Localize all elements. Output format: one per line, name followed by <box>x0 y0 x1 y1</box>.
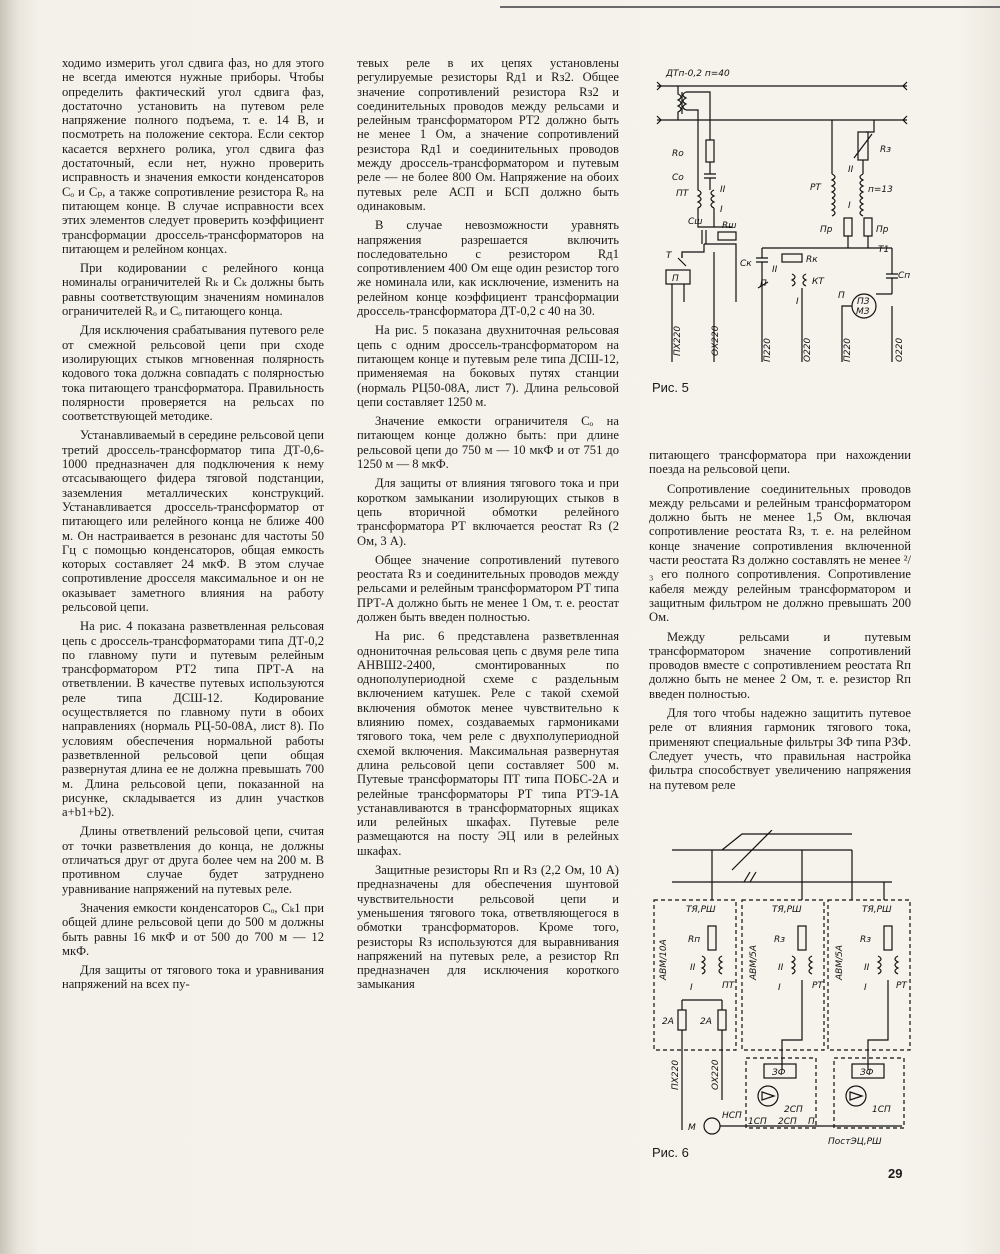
wires <box>832 120 874 132</box>
label-px220: ПХ220 <box>673 325 683 356</box>
label-m: М <box>688 1123 696 1133</box>
label-kt: КТ <box>812 277 824 287</box>
label-i: I <box>848 201 851 211</box>
label-sp: Cп <box>898 271 911 281</box>
label-ox220: ОХ220 <box>711 1059 721 1090</box>
figure-5-caption: Рис. 5 <box>652 380 689 395</box>
label-2a: 2А <box>700 1017 712 1027</box>
capacitor-ck <box>756 248 768 274</box>
label-ii: II <box>772 265 778 275</box>
rheostat-arrow <box>854 134 872 158</box>
label-rp: Rп <box>688 935 701 945</box>
insulating-joints <box>657 82 907 124</box>
pt-transformer <box>702 956 722 974</box>
label-ro: Rо <box>672 149 684 159</box>
figure-6-schematic <box>652 830 914 1160</box>
resistor-rk <box>782 254 802 262</box>
paragraph: Сопротивление соединительных проводов между рельсами и релейным трансформатором должно быть не менее 1,5 Ом, включая сопротивление реостата Rз, т. е. на релейном конце значение сопротивления включенной части реостата Rз должно составлять не менее ²/₃ его полного сопротивления. Сопротивление кабеля между релейным трансформатором и защитным фильтром не должно превышать 200 Ом. <box>649 481 911 625</box>
pt-secondary <box>711 190 714 208</box>
label-p220: П220 <box>843 338 853 362</box>
paragraph: тевых реле в их цепях установлены регулируемые резисторы Rд1 и Rз2. Общее значение сопротивлений резистора Rз2 и соединительных проводов между рельсами и релейным трансформатором РТ2 должно быть не менее 1 Ом, а значение сопротивлений резистора Rд1 и соединительных проводов между дроссель-трансформатором и путевым реле — не более 800 Ом. Напряжение на обоих путевых реле АСП и БСП должно быть одинаковым. <box>357 56 619 213</box>
label-rz: Rз <box>880 145 892 155</box>
label-tyarsh: ТЯ,РШ <box>772 905 802 915</box>
relay-diode <box>850 1092 862 1100</box>
wires <box>848 236 868 248</box>
wires <box>782 980 888 1070</box>
label-ck: Cк <box>740 259 752 269</box>
label-rt: РТ <box>810 183 821 193</box>
label-p: П <box>808 1117 815 1127</box>
label-rt: РТ <box>896 981 907 991</box>
figure-5-schematic <box>652 62 914 374</box>
paragraph: Между рельсами и путевым трансформатором значение сопротивлений проводов вместе с сопротивлением реостата Rп должно быть не менее 2 Ом, т. е. резистор Rп введен полностью. <box>649 629 911 701</box>
label-2sp: 2СП <box>784 1105 803 1115</box>
rt-winding <box>832 174 835 198</box>
capacitor-csh <box>702 230 706 244</box>
wires <box>672 252 736 302</box>
label-zf: ЗФ <box>772 1068 786 1078</box>
paragraph: На рис. 4 показана разветвленная рельсовая цепь с дроссель-трансформаторами типа ДТ-0,2 по главному пути и путевым релейным трансформатором РТ2 типа ПРТ-А на ответвлении. В качестве путевых используются реле типа ДСШ-12. Кодирование осуществляется по главному пути в обоих направлениях (нормаль РЦ-50-08А, лист 8). По условиям обеспечения нормальной работы разветвленной рельсовой цепи общая развернутая длина ее не должна превышать 700 м. Длина рельсовой цепи, показанной на рисунке, складывается из длин участков a+b1+b2). <box>62 619 324 820</box>
paragraph: Длины ответвлений рельсовой цепи, считая от точки разветвления до конца, не должны отличаться друг от друга более чем на 200 м. В противном случае будет затруднено уравнивание напряжений на путевых реле. <box>62 824 324 896</box>
label-rk: Rк <box>806 255 818 265</box>
resistor-rp <box>708 926 716 950</box>
label-o220: О220 <box>895 337 905 362</box>
wires <box>682 1000 722 1010</box>
label-avm5: АВМ/5А <box>835 944 845 980</box>
label-i: I <box>778 983 781 993</box>
label-co: Cо <box>672 173 684 183</box>
text-column-1 <box>62 56 324 997</box>
label-pz: ПЗ <box>857 297 870 307</box>
paragraph: ходимо измерить угол сдвига фаз, но для этого не всегда имеются нужные приборы. Чтобы определить фактический угол сдвига фаз, достаточно установить на путевом реле напряжение полного подъема, т. е. 14 В, и посмотреть на положение сектора. Если сектор касается верхнего ролика, угол сдвига фаз достаточный, если нет, нужно проверить исправность и значения емкости конденсаторов Cₒ и Cₚ, а также сопротивление резистора Rₒ на питающем конце. В случае исправности всех этих элементов следует проверить коэффициент трансформации дроссель-трансформаторов на питающем и релейном концах. <box>62 56 324 256</box>
text-column-3 <box>649 448 911 797</box>
text-column-2 <box>357 56 619 997</box>
label-pr: Пр <box>820 225 833 235</box>
label-avm10: АВМ/10А <box>659 939 669 980</box>
choke-secondary <box>683 92 686 110</box>
page-number: 29 <box>888 1166 903 1181</box>
label-pt: ПТ <box>722 981 735 991</box>
label-i: I <box>720 205 723 215</box>
label-zf: ЗФ <box>860 1068 874 1078</box>
label-t1: Т1 <box>878 245 890 255</box>
label-ii: II <box>864 963 870 973</box>
label-1sp: 1СП <box>872 1105 891 1115</box>
kt-transformer <box>792 274 806 286</box>
label-1sp: 1СП <box>748 1117 767 1127</box>
label-px220: ПХ220 <box>671 1059 681 1090</box>
label-tyarsh: ТЯ,РШ <box>686 905 716 915</box>
label-p: П <box>760 279 767 289</box>
paragraph: Для исключения срабатывания путевого реле от смежной рельсовой цепи при сходе изолирующих стыков мгновенная полярность кодового тока должна совпадать с полярностью тока питающего трансформатора. Правильность полярности проверяется на рельсах по соответствующей методике. <box>62 323 324 424</box>
label-i: I <box>796 297 799 307</box>
pt-winding <box>698 182 701 214</box>
choke-winding <box>678 86 681 120</box>
label-mz: МЗ <box>856 307 870 317</box>
label-rz: Rз <box>774 935 786 945</box>
paragraph: Устанавливаемый в середине рельсовой цепи третий дроссель-трансформатор типа ДТ-0,6-1000 предназначен для подключения к нему отсасывающего фидера тяговой подстанции, заземления металлических конструкций. Устанавливается дроссель-трансформатор от питающего или релейного конца не ближе 400 м. Он настраивается в резонанс для частоты 50 Гц с помощью конденсаторов, общая емкость которых составляет 24 мкФ. В этом случае сопротивление дросселя максимальное и он не оказывает заметного влияния на работу рельсовой цепи. <box>62 428 324 614</box>
paragraph: При кодировании с релейного конца номиналы ограничителей Rₖ и Cₖ должны быть равны соответствующим значениям номиналов ограничителей Rₒ и Cₒ питающего конца. <box>62 261 324 319</box>
label-p220: П220 <box>763 338 773 362</box>
rt-transformer <box>792 956 812 974</box>
paragraph: Значение емкости ограничителя Cₒ на питающем конце должно быть: при длине рельсовой цепи до 750 м — 10 мкФ и от 751 до 1250 м — 8 мкФ. <box>357 414 619 472</box>
label-nsp: НСП <box>722 1111 742 1121</box>
wires <box>686 92 710 182</box>
fuse-pr <box>844 218 852 236</box>
label-n: п=13 <box>868 185 893 195</box>
label-pt: ПТ <box>676 189 689 199</box>
paragraph: питающего трансформатора при нахождении поезда на рельсовой цепи. <box>649 448 911 477</box>
label-rsh: Rш <box>722 221 737 231</box>
label-csh: Cш <box>688 217 703 227</box>
label-t: Т <box>666 251 672 261</box>
resistor-rsh <box>718 232 736 240</box>
label-o220: О220 <box>803 337 813 362</box>
label-avm5: АВМ/5А <box>749 944 759 980</box>
paragraph: Общее значение сопротивлений путевого реостата Rз и соединительных проводов между рельсами и релейным трансформатором РТ типа ПРТ-А должно быть не менее 1 Ом, т. е. реостат должен быть введен полностью. <box>357 552 619 624</box>
label-ii: II <box>690 963 696 973</box>
top-rule <box>500 6 1000 8</box>
label-2a: 2А <box>662 1017 674 1027</box>
contact-t <box>678 254 686 266</box>
label-2sp: 2СП <box>778 1117 797 1127</box>
label-pr: Пр <box>876 225 889 235</box>
rheostat-rz <box>798 926 806 950</box>
paragraph: На рис. 5 показана двухниточная рельсовая цепь с одним дроссель-трансформатором на питающем конце и путевым реле типа ДСШ-12, применяемая на боковых путях станции (нормаль РЦ50-08А, лист 7). Длина рельсовой цепи составляет 1250 м. <box>357 323 619 409</box>
label-p: П <box>838 291 845 301</box>
rheostat-rz <box>884 926 892 950</box>
fuse-pr <box>864 218 872 236</box>
rail-lines <box>672 834 892 882</box>
paragraph: В случае невозможности уравнять напряжения разрешается включить последовательно с резистором Rд1 сопротивлением 400 Ом еще один резистор того же номинала или, как исключение, изменить на релейном конце коэффициент трансформации дроссель-трансформатора ДТ-0,2 с 40 на 30. <box>357 218 619 319</box>
capacitor-co <box>704 174 716 178</box>
relay-nsp <box>704 1118 720 1134</box>
label-i: I <box>690 983 693 993</box>
paragraph: Для защиты от тягового тока и уравнивания напряжений на всех пу- <box>62 963 324 992</box>
relay-diode <box>762 1092 774 1100</box>
fuse-2a <box>718 1010 726 1030</box>
label-p: П <box>672 274 679 284</box>
figure-6-caption: Рис. 6 <box>652 1145 689 1160</box>
feeders <box>712 850 884 900</box>
paragraph: На рис. 6 представлена разветвленная однониточная рельсовая цепь с двумя реле типа АНВШ2-2400, смонтированных по однополупериодной схеме с раздельным включением катушек. Реле с такой схемой включения обмоток менее чувствительно к влиянию помех, создаваемых гармониками тягового тока, чем реле с двухполупериодной схемой включения. Максимальная развернутая длина рельсовой цепи составляет 500 м. Путевые трансформаторы ПТ типа ПОБС-2А и релейные трансформаторы РТ типа РТЭ-1А устанавливаются в трансформаторных ящиках или релейных шкафах. Путевые реле размещаются на посту ЭЦ или в релейных шкафах. <box>357 629 619 858</box>
wires <box>682 244 736 262</box>
paragraph: Для того чтобы надежно защитить путевое реле от влияния гармоник тягового тока, применяют специальные фильтры ЗФ типа РЗФ. Следует учесть, что правильная настройка фильтра способствует увеличению напряжения на путевом реле <box>649 706 911 792</box>
paragraph: Защитные резисторы Rп и Rз (2,2 Ом, 10 А) предназначены для обеспечения шунтовой чувствительности рельсовой цепи и уменьшения тягового тока, ответвляющегося в обмотки трансформаторов. Кроме того, резисторы Rз используются для выравнивания напряжений на путевых реле, а резистор Rп предназначен для исключения короткого замыкания <box>357 863 619 992</box>
label-rt: РТ <box>812 981 823 991</box>
insulating-joints <box>744 872 756 882</box>
rt-winding-2 <box>860 174 863 198</box>
label-ox220: ОХ220 <box>711 325 721 356</box>
label-dt: ДТп-0,2 п=40 <box>666 69 730 79</box>
paragraph: Для защиты от влияния тягового тока и при коротком замыкании изолирующих стыков в цепь вторичной обмотки релейного трансформатора РТ включается реостат Rз (2 Ом, 3 А). <box>357 476 619 548</box>
label-tyarsh: ТЯ,РШ <box>862 905 892 915</box>
label-rz: Rз <box>860 935 872 945</box>
label-post: ПостЭЦ,РШ <box>828 1137 882 1147</box>
resistor-ro <box>706 140 714 162</box>
label-ii: II <box>720 185 726 195</box>
rt-transformer <box>878 956 898 974</box>
label-i: I <box>864 983 867 993</box>
paragraph: Значения емкости конденсаторов Cₒ, Cₖ1 при общей длине рельсовой цепи до 500 м должны быть равны 16 мкФ и от 500 до 700 м — 12 мкФ. <box>62 900 324 958</box>
fuse-2a <box>678 1010 686 1030</box>
label-ii: II <box>848 165 854 175</box>
label-ii: II <box>778 963 784 973</box>
